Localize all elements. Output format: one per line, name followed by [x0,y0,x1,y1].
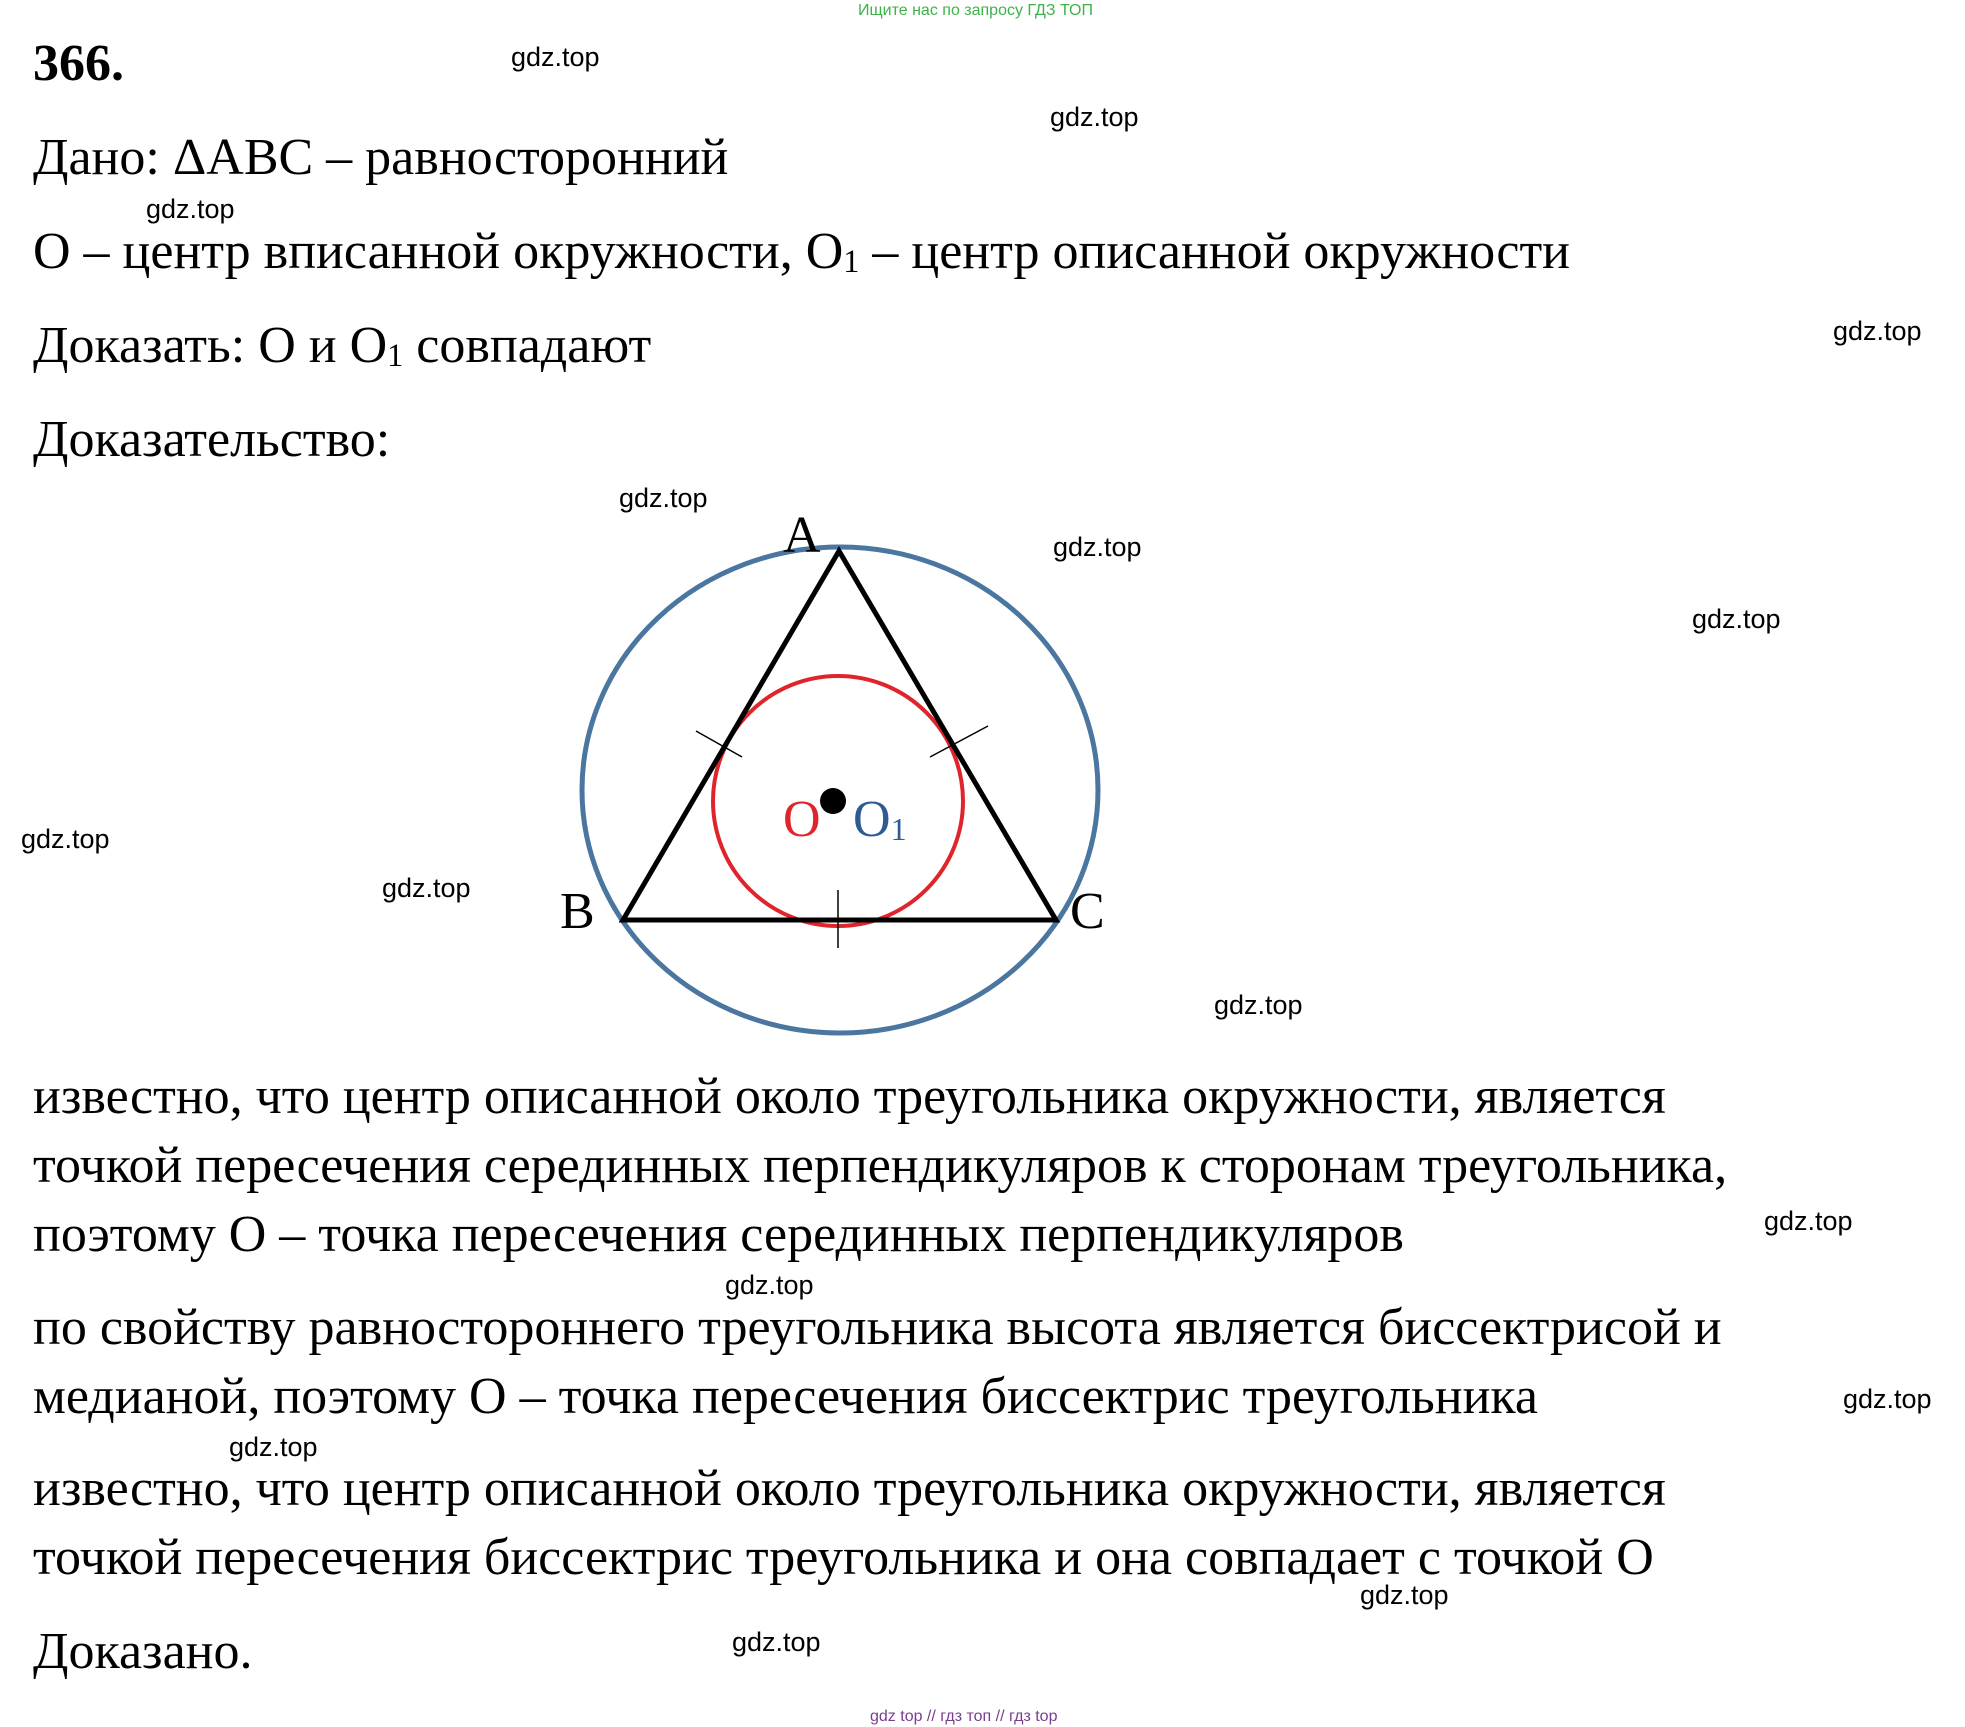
proof-line-2: точкой пересечения серединных перпендикуляров к сторонам треугольника, [33,1137,1728,1194]
watermark: gdz.top [619,483,708,513]
watermark: gdz.top [1843,1384,1932,1414]
header-note: Ищите нас по запросу ГДЗ ТОП [858,2,1093,19]
watermark: gdz.top [1764,1206,1853,1236]
watermark: gdz.top [1050,102,1139,132]
watermark: gdz.top [1053,532,1142,562]
proof-line-5: медианой, поэтому O – точка пересечения биссектрис треугольника [33,1368,1538,1425]
center-point [820,788,846,814]
centers-text-b: – центр описанной окружности [859,223,1570,280]
given-line: Дано: ΔABC – равносторонний [33,129,729,186]
problem-number: 366. [33,35,124,92]
watermark: gdz.top [1360,1580,1449,1610]
triangle-abc [623,551,1056,920]
center-o1-label [853,791,907,848]
center-o-label: O [783,791,821,848]
centers-text-a: O – центр вписанной окружности, O [33,223,844,280]
centers-subscript: 1 [843,242,860,279]
prove-text-a: Доказать: O и O [33,317,388,374]
prove-subscript: 1 [387,336,404,373]
watermark: gdz.top [1833,316,1922,346]
vertex-c-label: C [1070,883,1105,940]
proof-heading: Доказательство: [33,411,391,468]
watermark: gdz.top [146,194,235,224]
proof-line-7: точкой пересечения биссектрис треугольника и она совпадает с точкой O [33,1529,1654,1586]
watermark: gdz.top [511,42,600,72]
watermark: gdz.top [382,873,471,903]
circumcircle [582,547,1098,1033]
prove-text-b: совпадают [403,317,652,374]
vertex-b-label: B [560,883,595,940]
center-o1-subscript: 1 [890,811,907,847]
center-o1-letter: O [853,791,891,848]
footer-note: gdz top // гдз топ // гдз top [870,1708,1058,1725]
proof-conclusion: Доказано. [33,1623,253,1680]
watermark: gdz.top [229,1432,318,1462]
proof-line-6: известно, что центр описанной около треугольника окружности, является [33,1460,1666,1517]
watermark: gdz.top [1692,604,1781,634]
proof-line-3: поэтому O – точка пересечения серединных перпендикуляров [33,1206,1404,1263]
watermark: gdz.top [21,824,110,854]
watermark: gdz.top [732,1627,821,1657]
vertex-a-label: A [783,507,821,564]
watermark: gdz.top [725,1270,814,1300]
watermark: gdz.top [1214,990,1303,1020]
proof-line-1: известно, что центр описанной около треугольника окружности, является [33,1068,1666,1125]
proof-line-4: по свойству равностороннего треугольника высота является биссектрисой и [33,1299,1722,1356]
